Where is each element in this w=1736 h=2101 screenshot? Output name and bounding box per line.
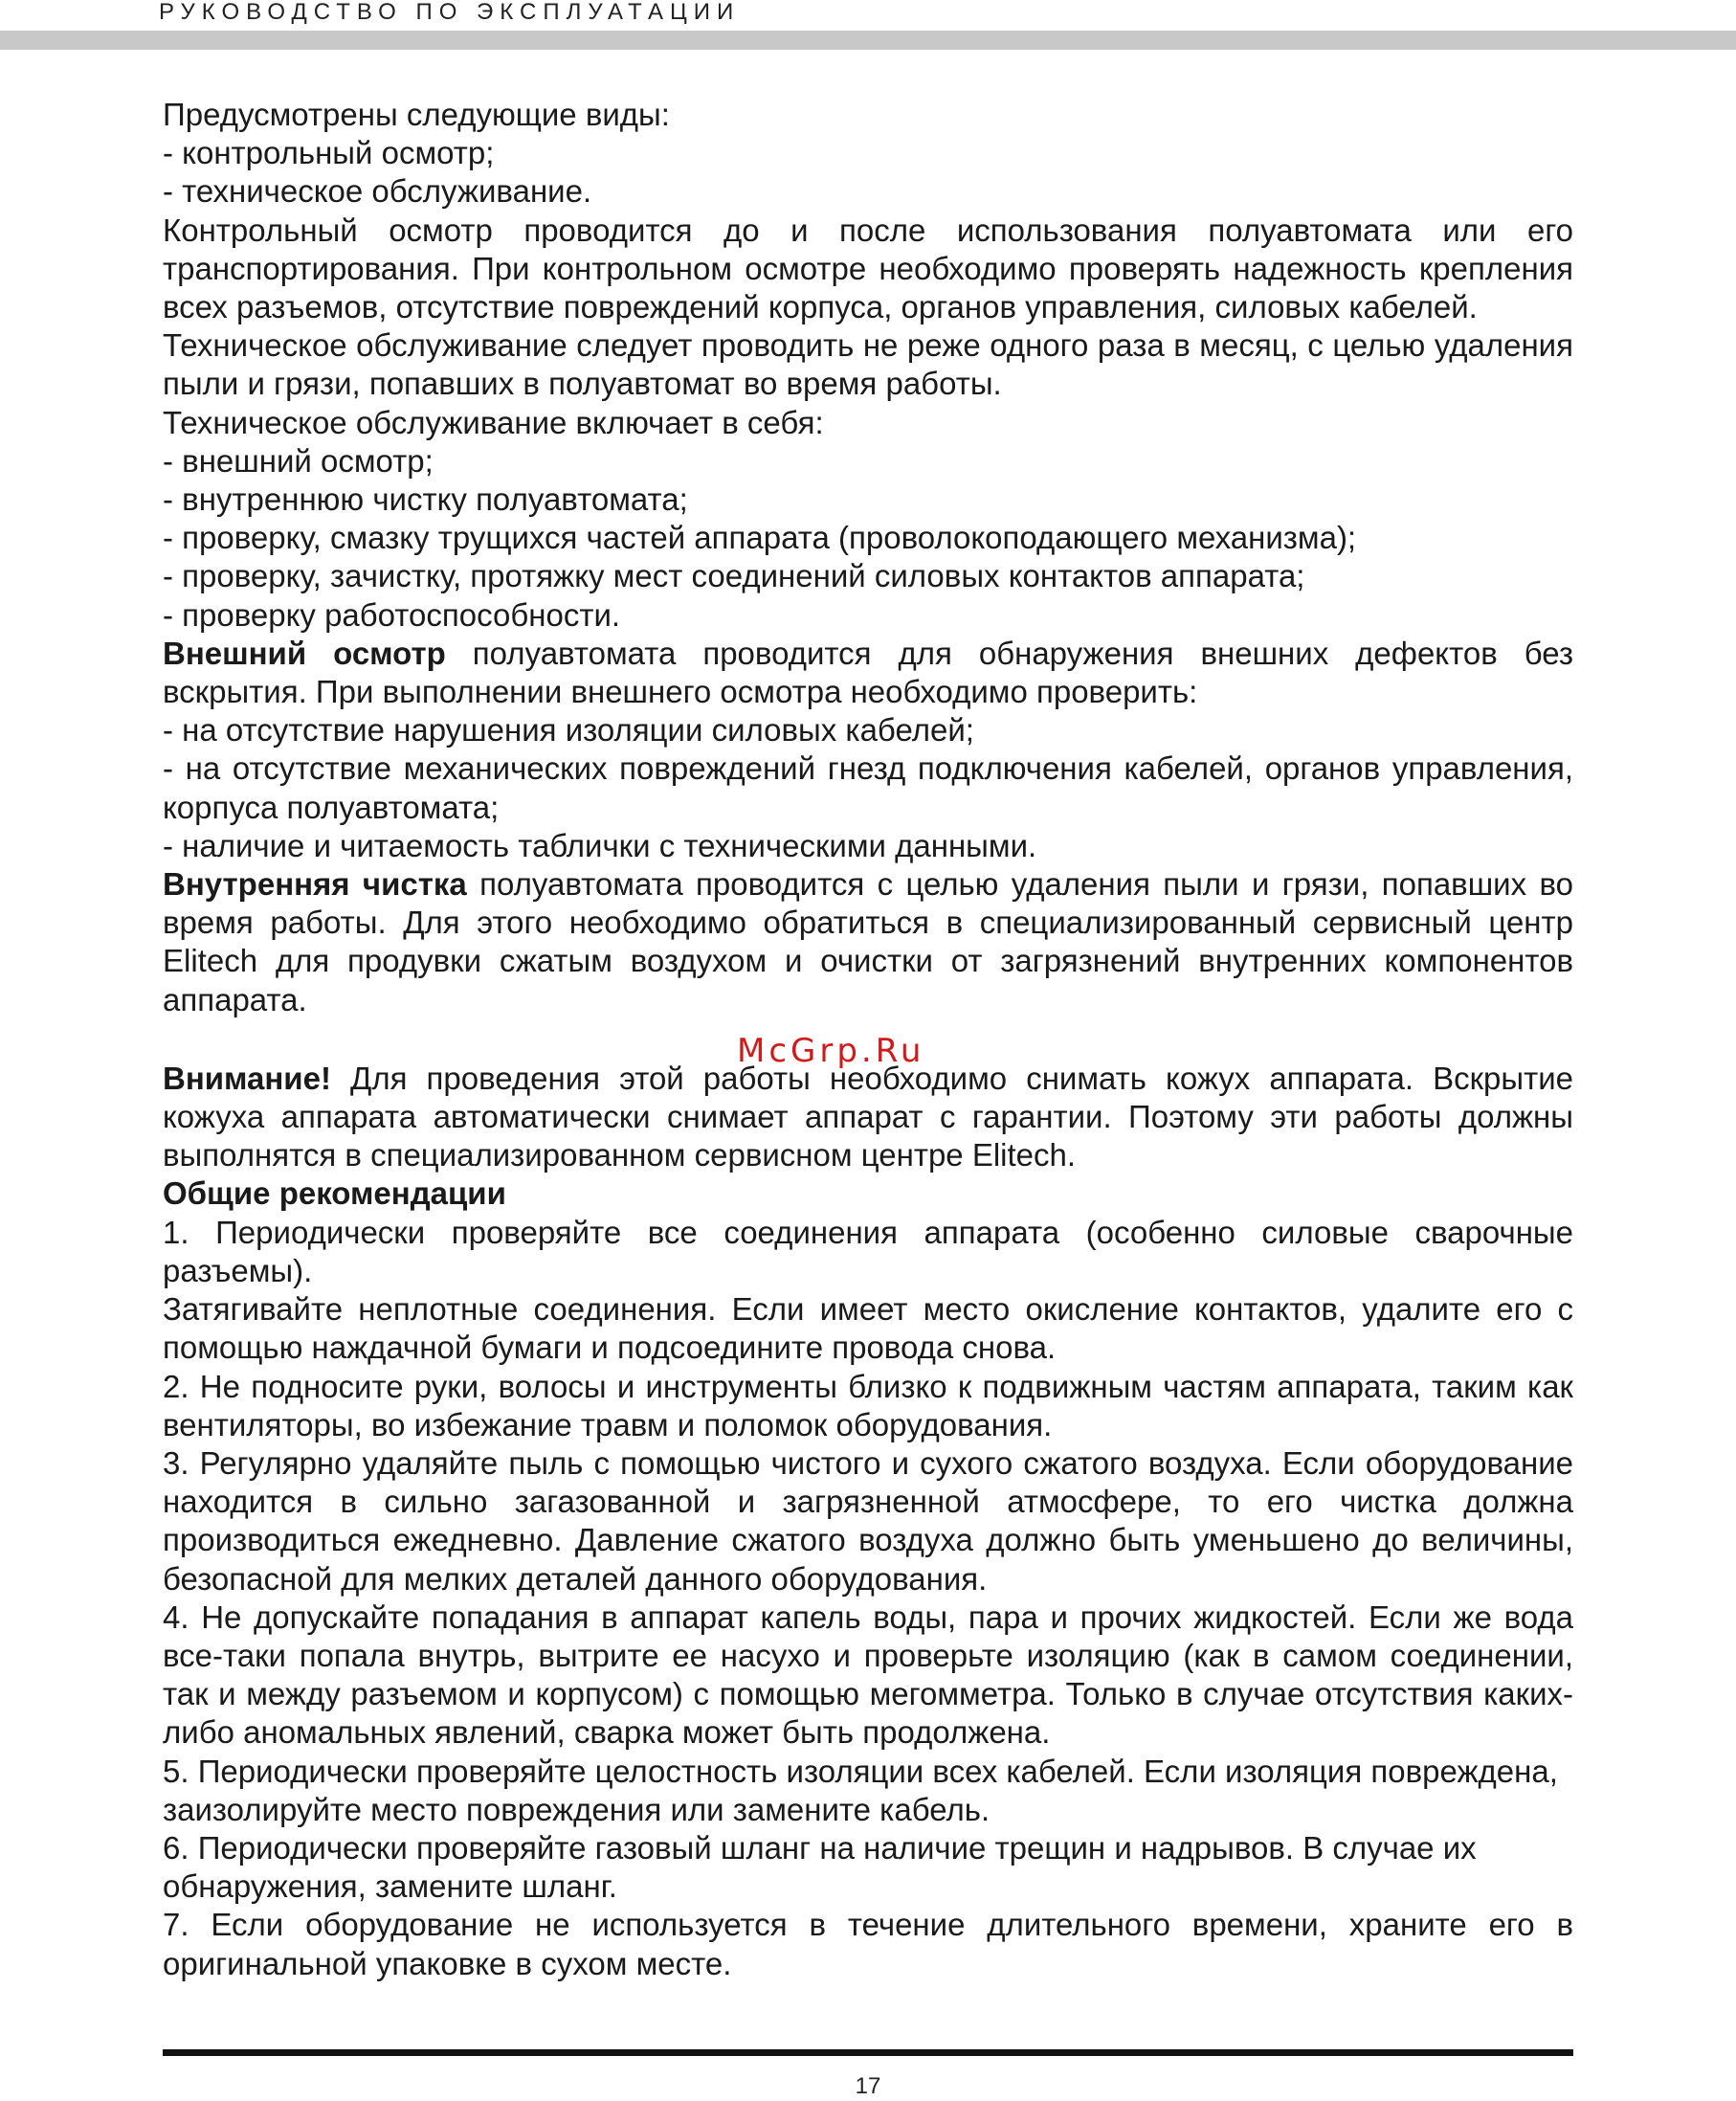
list-item: - проверку, смазку трущихся частей аппарата (проволокоподающего механизма); <box>163 520 1357 556</box>
paragraph-text: полуавтомата проводится для обнаружения внешних дефектов без вскрытия. При выполнении внешнего осмотра необходимо проверить: <box>163 635 1573 710</box>
list-item: - проверку работоспособности. <box>163 596 621 633</box>
recommendation-item: 3. Регулярно удаляйте пыль с помощью чистого и сухого сжатого воздуха. Если оборудование находится в сильно загазованной и загрязненной атмосфере, то его чистка должна производиться ежедневно. Давление сжатого воздуха должно быть уменьшено до величины, безопасной для мелких деталей данного оборудования. <box>163 1444 1573 1597</box>
list-item: - на отсутствие нарушения изоляции силовых кабелей; <box>163 712 974 749</box>
paragraph-external-inspection <box>163 635 1573 711</box>
warning-label: Внимание! <box>163 1060 331 1096</box>
paragraph-warning <box>163 1060 1573 1175</box>
recommendation-item: 6. Периодически проверяйте газовый шланг на наличие трещин и надрывов. В случае их обнаружения, замените шланг. <box>163 1829 1477 1905</box>
list-item: - внешний осмотр; <box>163 442 434 479</box>
recommendation-item: 5. Периодически проверяйте целостность изоляции всех кабелей. Если изоляция повреждена, заизолируйте место повреждения или замените кабель. <box>163 1753 1558 1827</box>
paragraph-internal-cleaning <box>163 865 1573 1019</box>
watermark: McGrp.Ru <box>737 1032 925 1070</box>
list-item: - контрольный осмотр; <box>163 135 495 171</box>
list-item: - наличие и читаемость таблички с техническими данными. <box>163 827 1037 863</box>
running-header: РУКОВОДСТВО ПО ЭКСПЛУАТАЦИИ <box>159 0 741 25</box>
recommendation-item: 2. Не подносите руки, волосы и инструменты близко к подвижным частям аппарата, таким как вентиляторы, во избежание травм и поломок оборудования. <box>163 1368 1573 1442</box>
paragraph-maintenance-includes: Техническое обслуживание включает в себя: <box>163 404 824 440</box>
recommendation-item: 1. Периодически проверяйте все соединения аппарата (особенно силовые сварочные разъемы). <box>163 1214 1573 1288</box>
list-item: - проверку, зачистку, протяжку мест соединений силовых контактов аппарата; <box>163 558 1305 594</box>
paragraph-control-inspection: Контрольный осмотр проводится до и после использования полуавтомата или его транспортирования. При контрольном осмотре необходимо проверять надежность крепления всех разъемов, отсутствие повреждений корпуса, органов управления, силовых кабелей. <box>163 212 1573 325</box>
recommendation-item: 4. Не допускайте попадания в аппарат капель воды, пара и прочих жидкостей. Если же вода все-таки попала внутрь, вытрите ее насухо и проверьте изоляцию (как в самом соединении, так и между разъемом и корпусом) с помощью мегомметра. Только в случае отсутствия каких-либо аномальных явлений, сварка может быть продолжена. <box>163 1598 1573 1751</box>
term-internal-cleaning: Внутренняя чистка <box>163 866 467 903</box>
recommendation-item: 7. Если оборудование не используется в течение длительного времени, храните его в оригинальной упаковке в сухом месте. <box>163 1907 1573 1981</box>
header-bar <box>0 31 1736 50</box>
footer-rule <box>163 2049 1573 2056</box>
list-item: - на отсутствие механических повреждений гнезд подключения кабелей, органов управления, корпуса полуавтомата; <box>163 750 1573 825</box>
list-item: - внутреннюю чистку полуавтомата; <box>163 481 688 518</box>
general-recommendations-heading: Общие рекомендации <box>163 1175 506 1212</box>
section-heading <box>163 1174 1573 1213</box>
paragraph-text: полуавтомата проводится с целью удаления пыли и грязи, попавших во время работы. Для этого необходимо обратиться в специализированный сервисный центр Elitech для продувки сжатым воздухом и очистки от загрязнений внутренних компонентов аппарата. <box>163 866 1573 1017</box>
paragraph-tighten: Затягивайте неплотные соединения. Если имеет место окисление контактов, удалите его с помощью наждачной бумаги и подсоедините провода снова. <box>163 1291 1573 1366</box>
term-external-inspection: Внешний осмотр <box>163 635 446 671</box>
paragraph-text: Для проведения этой работы необходимо снимать кожух аппарата. Вскрытие кожуха аппарата автоматически снимает аппарат с гарантии. Поэтому эти работы должны выполнятся в специализированном сервисном центре Elitech. <box>163 1060 1573 1173</box>
list-item: - техническое обслуживание. <box>163 173 592 210</box>
paragraph-intro: Предусмотрены следующие виды: <box>163 97 670 132</box>
page-number: 17 <box>855 2073 881 2099</box>
paragraph-maintenance: Техническое обслуживание следует проводить не реже одного раза в месяц, с целью удаления пыли и грязи, попавших в полуавтомат во время работы. <box>163 327 1573 402</box>
